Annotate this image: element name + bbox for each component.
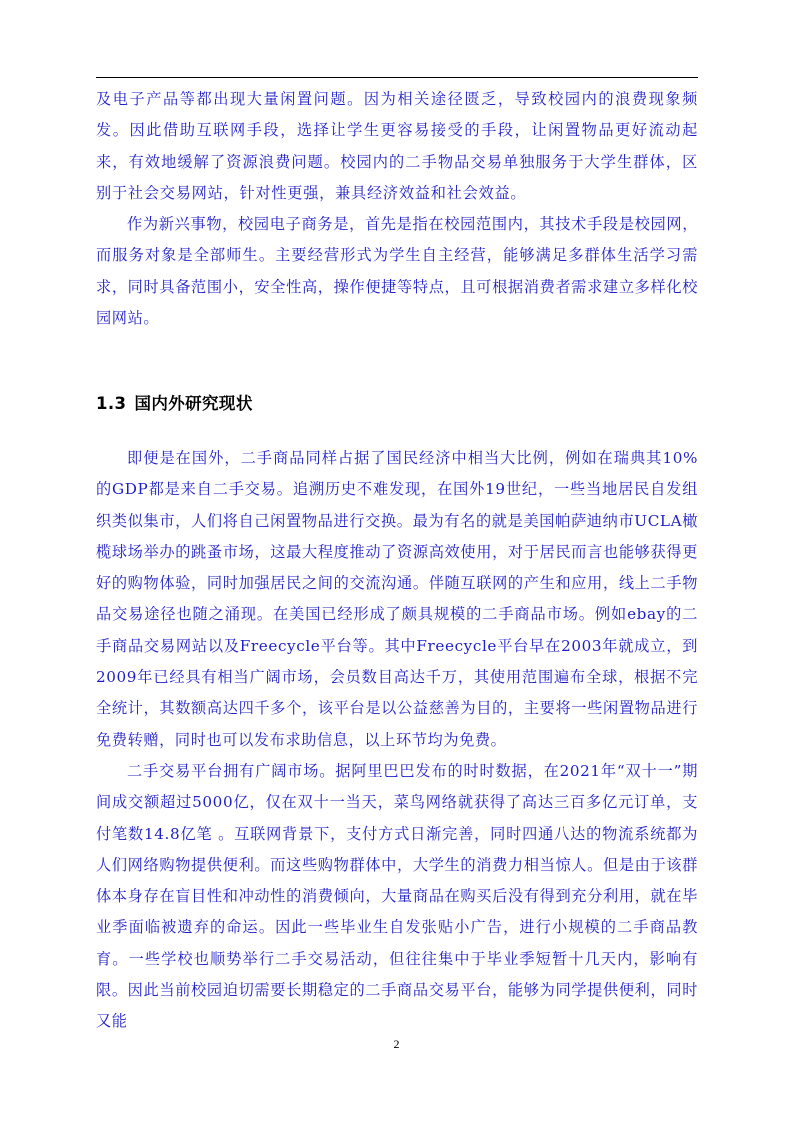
paragraph-continuation: 及电子产品等都出现大量闲置问题。因为相关途径匮乏，导致校园内的浪费现象频发。因此借助互联网手段，选择让学生更容易接受的手段，让闲置物品更好流动起来，有效地缓解了资源浪费问题。校园内的二手物品交易单独服务于大学生群体，区别于社会交易网站，针对性更强，兼具经济效益和社会效益。: [96, 90, 698, 202]
section-body: [96, 443, 698, 1038]
page-number: 2: [393, 1037, 400, 1051]
paragraph-foreign-research: 即便是在国外，二手商品同样占据了国民经济中相当大比例，例如在瑞典其10%的GDP都是来自二手交易。追溯历史不难发现，在国外19世纪，一些当地居民自发组织类似集市，人们将自己闲置物品进行交换。最为有名的就是美国帕萨迪纳市UCLA橄榄球场举办的跳蚤市场，这最大程度推动了资源高效使用，对于居民而言也能够获得更好的购物体验，同时加强居民之间的交流沟通。伴随互联网的产生和应用，线上二手物品交易途径也随之涌现。在美国已经形成了颇具规模的二手商品市场。例如ebay的二手商品交易网站以及Freecycle平台等。其中Freecycle平台早在2003年就成立，到2009年已经具有相当广阔市场，会员数目高达千万，其使用范围遍布全球，根据不完全统计，其数额高达四千多个，该平台是以公益慈善为目的，主要将一些闲置物品进行免费转赠，同时也可以发布求助信息，以上环节均为免费。: [96, 449, 698, 749]
section-number: 1.3: [96, 394, 127, 413]
section-title-text: 国内外研究现状: [134, 394, 253, 413]
top-text-block: [96, 84, 698, 334]
paragraph-market: 二手交易平台拥有广阔市场。据阿里巴巴发布的时时数据，在2021年“双十一”期间成交额超过5000亿，仅在双十一当天，菜鸟网络就获得了高达三百多亿元订单，支付笔数14.8亿笔 。互联网背景下，支付方式日渐完善，同时四通八达的物流系统都为人们网络购物提供便利。而这些购物群体中，大学生的消费力相当惊人。但是由于该群体本身存在盲目性和冲动性的消费倾向，大量商品在购买后没有得到充分利用，就在毕业季面临被遗弃的命运。因此一些毕业生自发张贴小广告，进行小规模的二手商品教育。一些学校也顺势举行二手交易活动，但往往集中于毕业季短暂十几天内，影响有限。因此当前校园迫切需要长期稳定的二手商品交易平台，能够为同学提供便利，同时又能: [96, 761, 698, 1031]
section-heading: [96, 388, 253, 420]
header-rule: [96, 77, 698, 78]
paragraph-campus-ecommerce: 作为新兴事物，校园电子商务是，首先是指在校园范围内，其技术手段是校园网，而服务对象是全部师生。主要经营形式为学生自主经营，能够满足多群体生活学习需求，同时具备范围小，安全性高，操作便捷等特点，且可根据消费者需求建立多样化校园网站。: [96, 215, 698, 328]
